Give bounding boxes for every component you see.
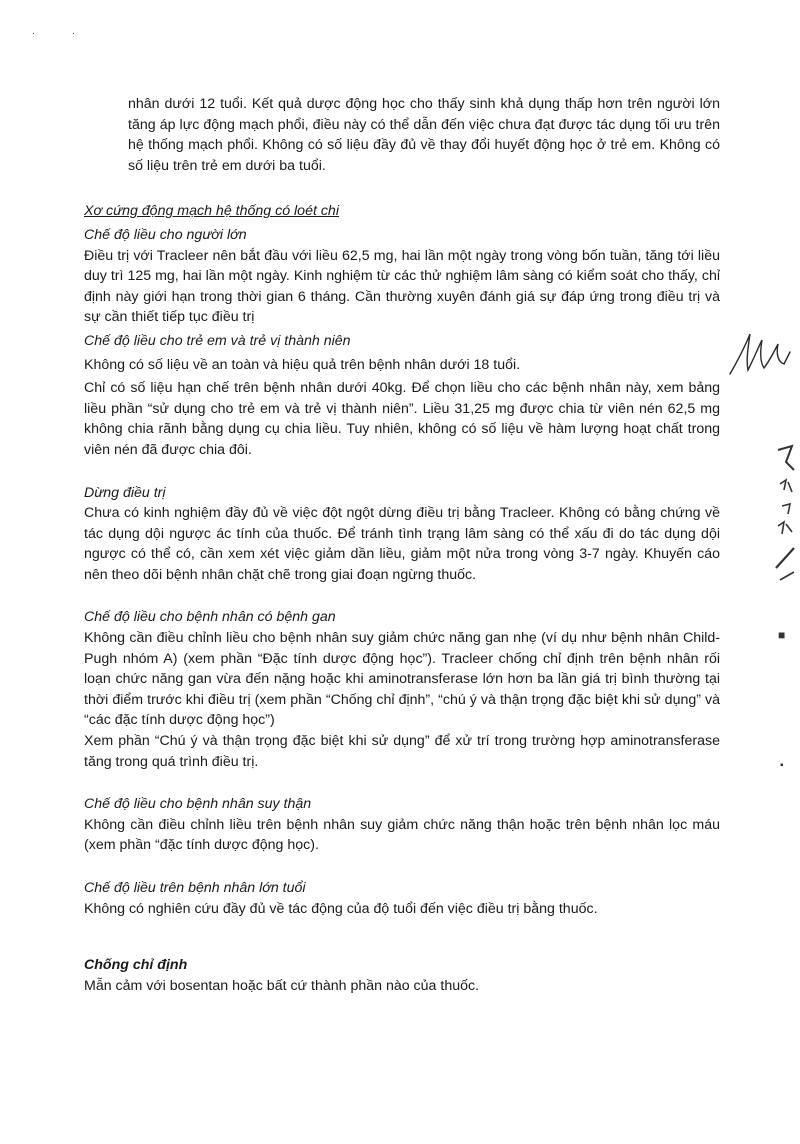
liver-dosage-text-2: Xem phần “Chú ý và thận trọng đặc biệt khi sử dụng” để xử trí trong trường hợp aminotransferase tăng trong quá trình điều trị. <box>84 733 720 770</box>
contraindication-heading: Chống chỉ định <box>84 957 188 974</box>
scan-dot-4: ▪ <box>780 760 784 771</box>
adult-dosage-subheading: Chế độ liều cho người lớn <box>84 226 247 243</box>
liver-dosage-subheading: Chế độ liều cho bệnh nhân có bệnh gan <box>84 609 336 626</box>
scan-dot-1: . <box>32 26 35 37</box>
liver-dosage-text-1: Không cần điều chỉnh liều cho bệnh nhân suy giảm chức năng gan nhẹ (ví dụ như bệnh nhân Child-Pugh nhóm A) (xem phần “Đặc tính dược động học”). Tracleer chống chỉ định trên bệnh nhân rối loạn chức năng gan vừa đến nặng hoặc khi aminotransferase lớn hơn ba lần giá trị bình thường tại thời điểm trước khi điều trị (xem phần “Chống chỉ định”, “chú ý và thận trọng đặc biệt khi sử dụng” và “các đặc tính dược động học”) <box>84 630 720 729</box>
contraindication-text: Mẫn cảm với bosentan hoặc bất cứ thành phần nào của thuốc. <box>84 977 480 994</box>
handwritten-signature <box>728 330 792 378</box>
intro-paragraph: nhân dưới 12 tuổi. Kết quả dược động học cho thấy sinh khả dụng thấp hơn trên người lớn tăng áp lực động mạch phổi, điều này có thể dẫn đến việc chưa đạt được tác dụng tối ưu trên hệ thống mạch phổi. Không có số liệu đầy đủ về thay đổi huyết động học ở trẻ em. Không có số liệu trên trẻ em dưới ba tuổi. <box>128 96 720 174</box>
elderly-dosage-subheading: Chế độ liều trên bệnh nhân lớn tuổi <box>84 880 306 896</box>
elderly-dosage-text: Không có nghiên cứu đầy đủ về tác động của độ tuổi đến việc điều trị bằng thuốc. <box>84 900 598 917</box>
document-page <box>84 94 720 996</box>
kidney-dosage-subheading: Chế độ liều cho bệnh nhân suy thận <box>84 796 312 813</box>
child-dosage-text-2: Chỉ có số liệu hạn chế trên bệnh nhân dưới 40kg. Để chọn liều cho các bệnh nhân này, xem bảng liều phần “sử dụng cho trẻ em và trẻ vị thành niên”. Liều 31,25 mg được chia từ viên nén 62,5 mg không chia rãnh bằng dụng cụ chia liều. Tuy nhiên, không có số liệu về hàm lượng hoạt chất trong viên nén đã được chia đôi. <box>84 380 720 458</box>
child-dosage-text-1: Không có số liệu về an toàn và hiệu quả trên bệnh nhân dưới 18 tuổi. <box>84 356 521 373</box>
scan-dot-3: ■ <box>778 628 786 642</box>
child-dosage-subheading: Chế độ liều cho trẻ em và trẻ vị thành niên <box>84 332 351 349</box>
adult-dosage-text: Điều trị với Tracleer nên bắt đầu với liều 62,5 mg, hai lần một ngày trong vòng bốn tuần, tăng tới liều duy trì 125 mg, hai lần một ngày. Kinh nghiệm từ các thử nghiệm lâm sàng có kiểm soát cho thấy, chỉ định này giới hạn trong thời gian 6 tháng. Cần thường xuyên đánh giá sự đáp ứng trong điều trị và sự cần thiết tiếp tục điều trị <box>84 247 720 326</box>
scan-dot-2: . <box>72 26 75 37</box>
stop-treatment-text: Chưa có kinh nghiệm đầy đủ về việc đột ngột dừng điều trị bằng Tracleer. Không có bằng chứng về tác dụng dội ngược ác tính của thuốc. Để tránh tình trạng lâm sàng có thể xấu đi do tác dụng dội ngược có thể có, cần xem xét việc giảm dần liều, giảm một nửa trong vòng 3-7 ngày. Khuyến cáo nên theo dõi bệnh nhân chặt chẽ trong giai đoạn ngừng thuốc. <box>84 505 720 583</box>
edge-stamp-fragment <box>772 440 800 600</box>
stop-treatment-subheading: Dừng điều trị <box>84 484 166 501</box>
scleroderma-heading: Xơ cứng động mạch hệ thống có loét chi <box>84 203 339 220</box>
kidney-dosage-text: Không cần điều chỉnh liều trên bệnh nhân suy giảm chức năng thận hoặc trên bệnh nhân lọc máu (xem phần “đặc tính dược động học). <box>84 816 720 854</box>
